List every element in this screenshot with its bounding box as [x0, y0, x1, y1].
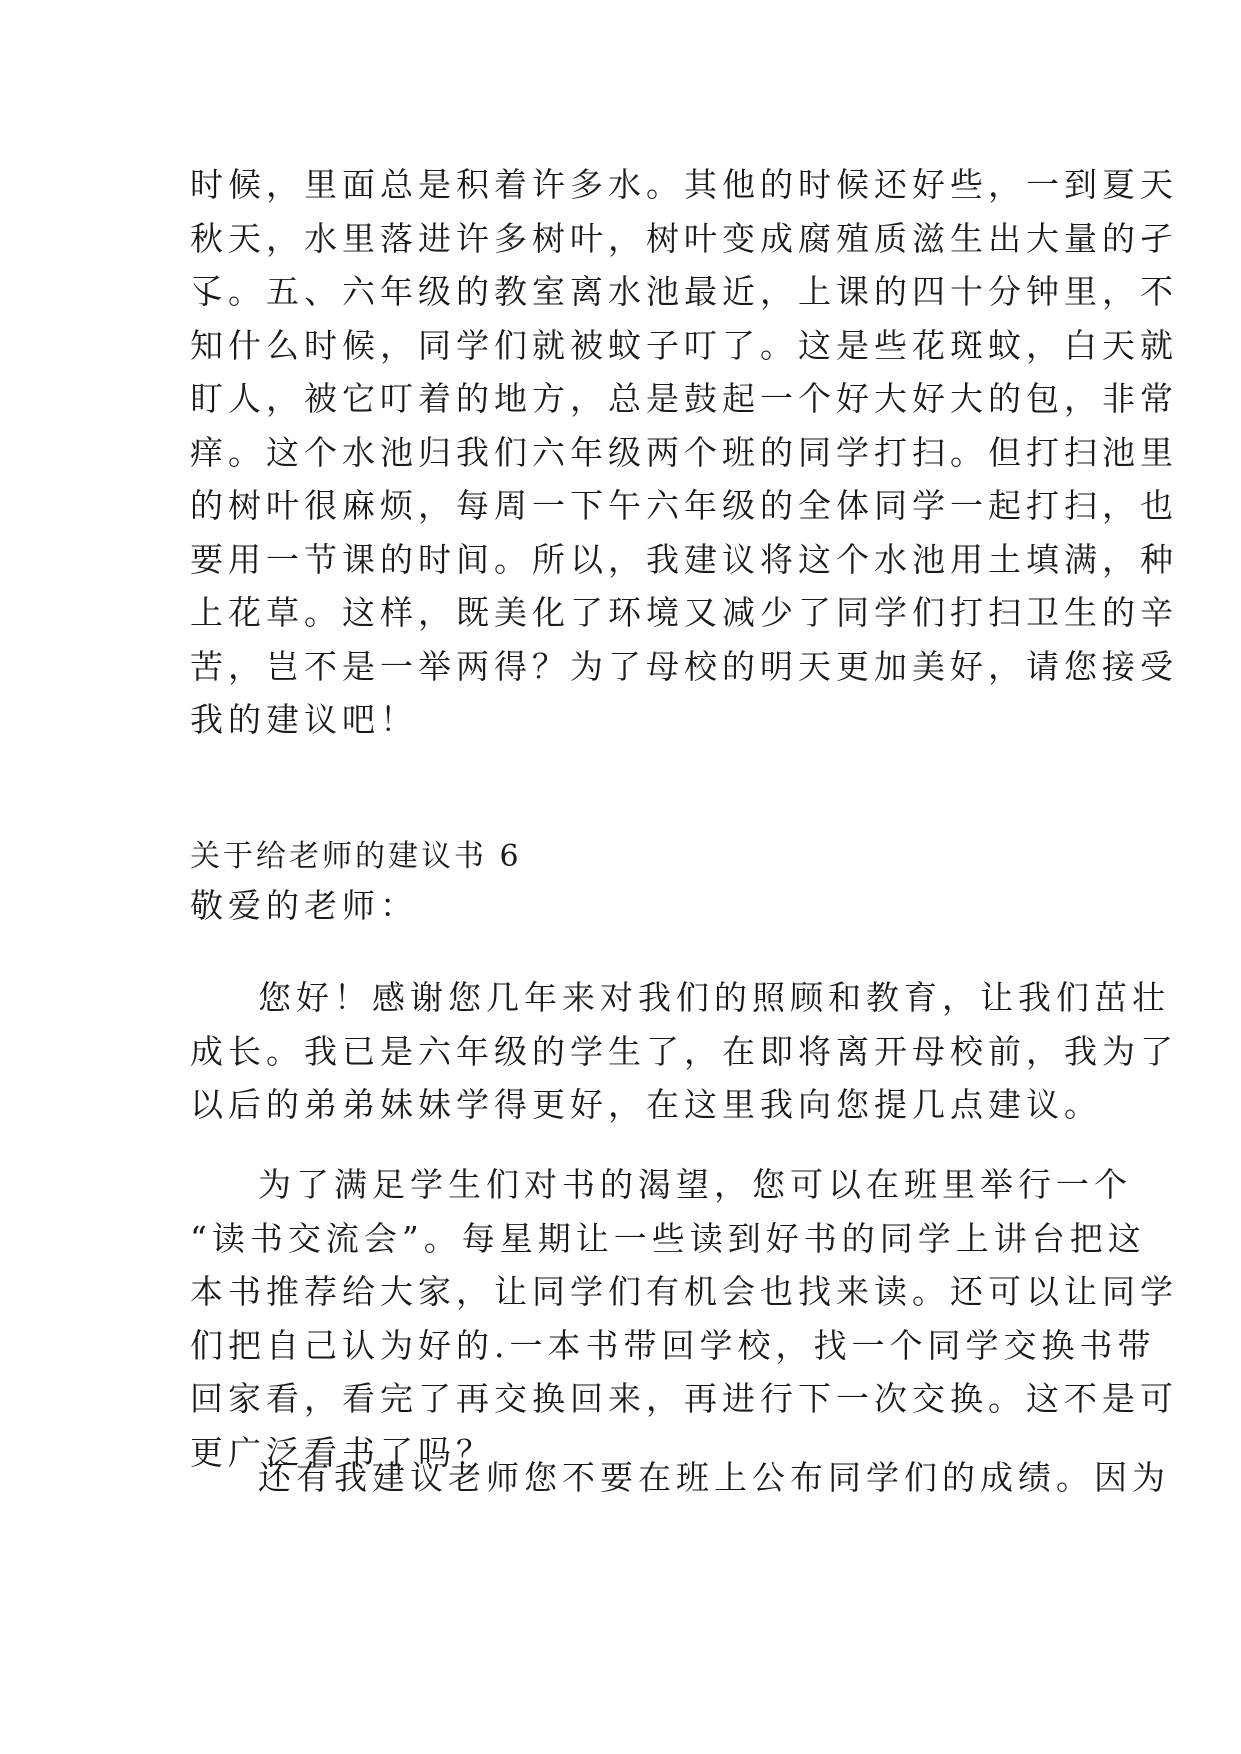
text-line: 成长。我已是六年级的学生了，在即将离开母校前，我为了 [190, 1031, 1178, 1071]
text-line: 还有我建议老师您不要在班上公布同学们的成绩。因为 [258, 1458, 1170, 1497]
text-line: 痒。这个水池归我们六年级两个班的同学打扫。但打扫池里 [190, 432, 1178, 472]
heading-text: 关于给老师的建议书 6 [190, 839, 522, 874]
text-line: 的树叶很麻烦，每周一下午六年级的全体同学一起打扫，也 [190, 486, 1178, 525]
text-line: 秋天，水里落进许多树叶，树叶变成腐殖质滋生出大量的孑 [190, 218, 1178, 258]
text-line: 更广泛看书了吗？ [190, 1432, 494, 1472]
paragraph-grades [190, 1451, 1170, 1505]
text-line: 上花草。这样，既美化了环境又减少了同学们打扫卫生的辛 [190, 593, 1178, 632]
salutation [190, 882, 1050, 930]
text-line: 盯人，被它叮着的地方，总是鼓起一个好大好大的包，非常 [190, 379, 1178, 418]
text-line: 您好！感谢您几年来对我们的照顾和教育，让我们茁壮 [258, 978, 1170, 1017]
paragraph-water-pool [190, 158, 1178, 747]
text-line: “读书交流会”。每星期让一些读到好书的同学上讲台把这 [190, 1218, 1146, 1258]
text-line: 要用一节课的时间。所以，我建议将这个水池用土填满，种 [190, 539, 1178, 579]
text-line: 以后的弟弟妹妹学得更好，在这里我向您提几点建议。 [190, 1085, 1102, 1124]
salutation-text: 敬爱的老师： [190, 886, 418, 925]
text-line: 们把自己认为好的.一本书带回学校，找一个同学交换书带 [190, 1325, 1156, 1365]
text-line: 我的建议吧！ [190, 700, 418, 739]
paragraph-greeting [190, 971, 1178, 1132]
text-line: 时候，里面总是积着许多水。其他的时候还好些，一到夏天 [190, 165, 1178, 204]
text-line: 苦，岂不是一举两得？为了母校的明天更加美好，请您接受 [190, 646, 1178, 686]
text-line: 知什么时候，同学们就被蚊子叮了。这是些花斑蚊，白天就 [190, 325, 1178, 365]
section-heading [190, 833, 1050, 881]
text-line: 本书推荐给大家，让同学们有机会也找来读。还可以让同学 [190, 1272, 1178, 1311]
text-line: 为了满足学生们对书的渴望，您可以在班里举行一个 [258, 1165, 1132, 1204]
text-line: 孓。五、六年级的教室离水池最近，上课的四十分钟里，不 [190, 272, 1178, 311]
text-line: 回家看，看完了再交换回来，再进行下一次交换。这不是可 [190, 1379, 1178, 1418]
